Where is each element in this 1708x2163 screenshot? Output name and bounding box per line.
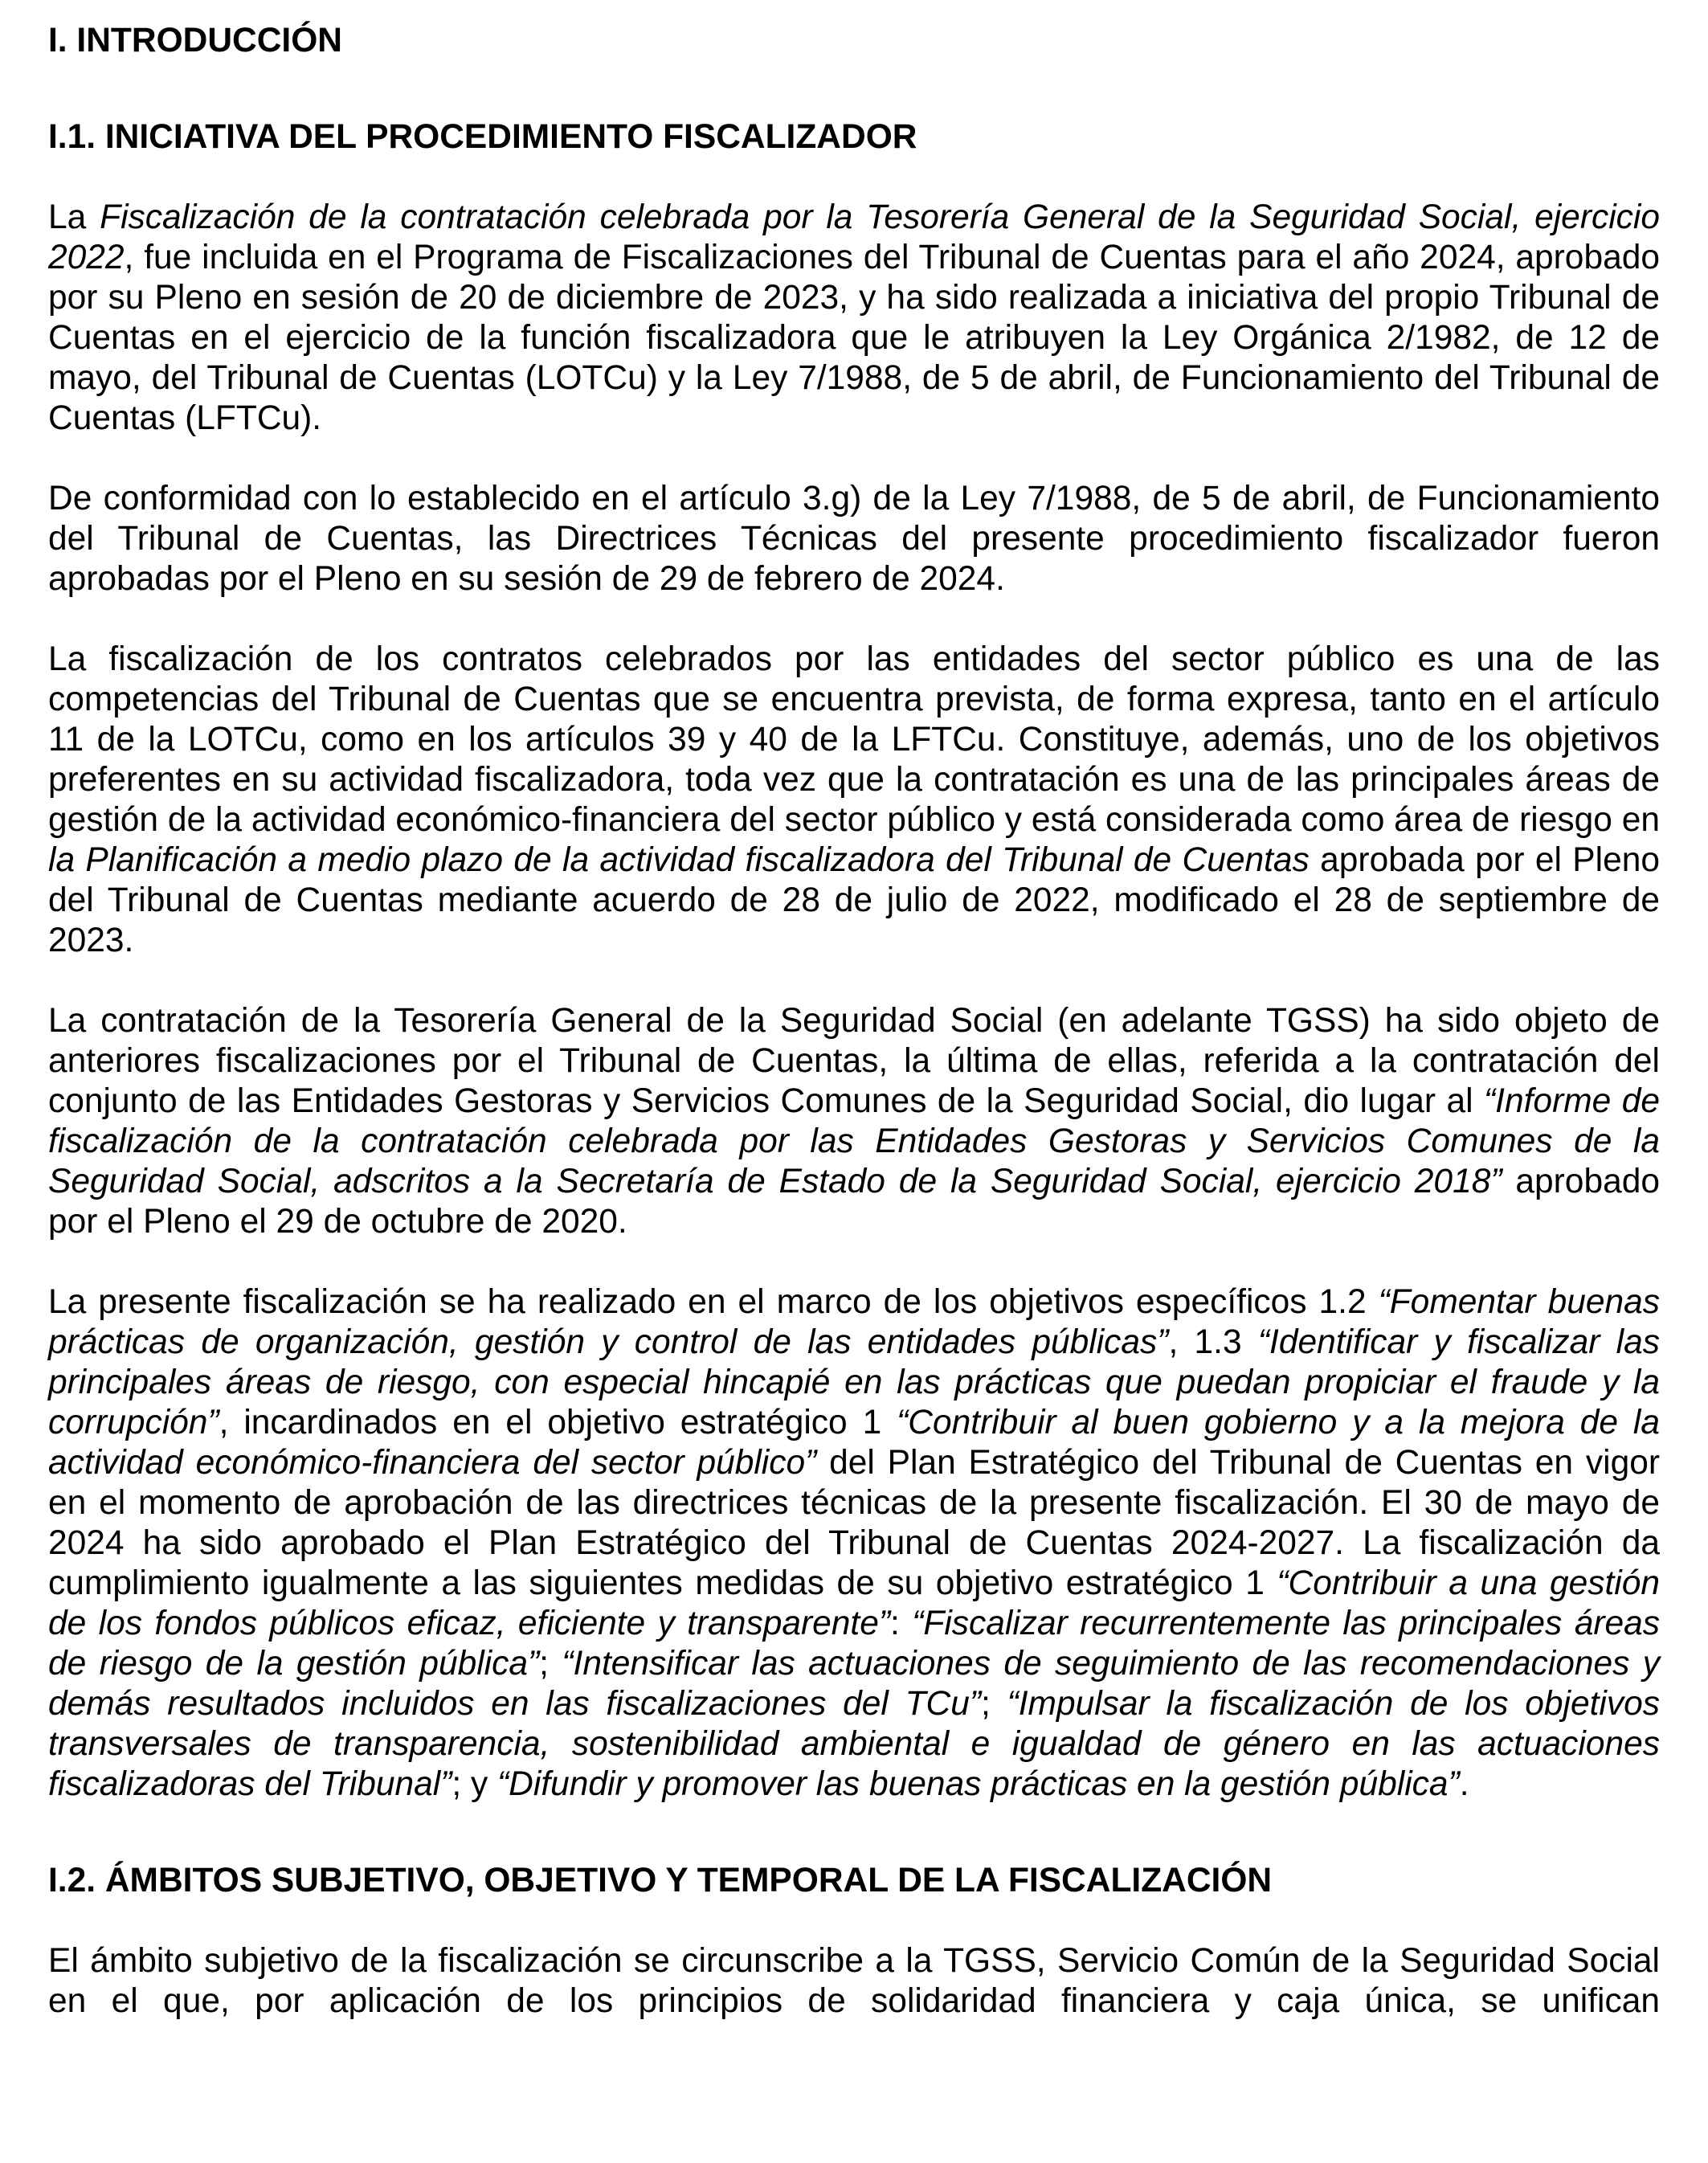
text-run: del Plan Estratégico del Tribunal de Cuentas en vigor en el momento de aprobación de las directrices técnicas de la presente fiscalización. El 30 de mayo de 2024 ha sido aprobado el Plan Estratégico del Tribunal de Cuentas 2024-2027. La fiscalización da cumplimiento igualmente a las siguientes medidas de su objetivo estratégico 1 [48, 1444, 1660, 1602]
paragraph-fiscalizacion-contratos-competencias [48, 640, 1660, 961]
paragraph-objetivos-especificos-plan-estrategico [48, 1282, 1660, 1805]
italic-text-run: “Difundir y promover las buenas prácticas en la gestión pública” [497, 1765, 1460, 1803]
heading-ambitos-subjetivo-objetivo-temporal: I.2. ÁMBITOS SUBJETIVO, OBJETIVO Y TEMPORAL DE LA FISCALIZACIÓN [48, 1862, 1273, 1899]
text-run: La [48, 198, 100, 236]
text-run: La contratación de la Tesorería General de la Seguridad Social (en adelante TGSS) ha sido objeto de anteriores fiscalizaciones por el Tribunal de Cuentas, la última de ellas, referida a la contratación del conjunto de las Entidades Gestoras y Servicios Comunes de la Seguridad Social, dio lugar al [48, 1002, 1660, 1120]
italic-text-run: “Fomentar buenas prácticas de organización, gestión y control de las entidades públicas” [48, 1283, 1660, 1361]
italic-text-run: “Identificar y fiscalizar las principales áreas de riesgo, con especial hincapié en las prácticas que puedan propiciar el fraude y la corrupción” [48, 1323, 1660, 1441]
text-run: La presente fiscalización se ha realizado en el marco de los objetivos específicos 1.2 [48, 1283, 1379, 1321]
paragraph-ambito-subjetivo [48, 1941, 1660, 2022]
text-run: De conformidad con lo establecido en el artículo 3.g) de la Ley 7/1988, de 5 de abril, de Funcionamiento del Tribunal de Cuentas, las Directrices Técnicas del presente procedimiento fiscalizador fueron aprobadas por el Pleno en su sesión de 29 de febrero de 2024. [48, 480, 1660, 598]
italic-text-run: “Impulsar la fiscalización de los objetivos transversales de transparencia, sostenibilidad ambiental e igualdad de género en las actuaciones fiscalizadoras del Tribunal” [48, 1685, 1660, 1803]
text-run: ; [981, 1685, 1007, 1723]
italic-text-run: “Contribuir a una gestión de los fondos públicos eficaz, eficiente y transparente” [48, 1564, 1660, 1642]
text-run: : [890, 1605, 913, 1642]
text-run: aprobado por el Pleno el 29 de octubre de 2020. [48, 1163, 1660, 1241]
heading-introduccion: I. INTRODUCCIÓN [48, 22, 342, 59]
text-run: La fiscalización de los contratos celebrados por las entidades del sector público es una de las competencias del Tribunal de Cuentas que se encuentra prevista, de forma expresa, tanto en el artículo 11 de la LOTCu, como en los artículos 39 y 40 de la LFTCu. Constituye, además, uno de los objetivos preferentes en su actividad fiscalizadora, toda vez que la contratación es una de las principales áreas de gestión de la actividad económico-financiera del sector público y está considerada como área de riesgo en [48, 640, 1660, 839]
text-run: ; [539, 1645, 562, 1683]
text-run: , incardinados en el objetivo estratégico 1 [219, 1404, 897, 1441]
paragraph-fiscalizacion-incluida-programa [48, 198, 1660, 439]
italic-text-run: “Contribuir al buen gobierno y a la mejora de la actividad económico-financiera del sector público” [48, 1404, 1661, 1482]
text-run: . [1459, 1765, 1469, 1803]
text-run: ; y [452, 1765, 498, 1803]
text-run: , fue incluida en el Programa de Fiscalizaciones del Tribunal de Cuentas para el año 2024, aprobado por su Pleno en sesión de 20 de diciembre de 2023, y ha sido realizada a iniciativa del propio Tribunal de Cuentas en el ejercicio de la función fiscalizadora que le atribuyen la Ley Orgánica 2/1982, de 12 de mayo, del Tribunal de Cuentas (LOTCu) y la Ley 7/1988, de 5 de abril, de Funcionamiento del Tribunal de Cuentas (LFTCu). [48, 239, 1660, 437]
paragraph-contratacion-tgss-anteriores [48, 1001, 1660, 1242]
italic-text-run: “Fiscalizar recurrentemente las principales áreas de riesgo de la gestión pública” [48, 1605, 1661, 1683]
italic-text-run: “Intensificar las actuaciones de seguimiento de las recomendaciones y demás resultados incluidos en las fiscalizaciones del TCu” [48, 1645, 1660, 1723]
text-run: aprobada por el Pleno del Tribunal de Cuentas mediante acuerdo de 28 de julio de 2022, modificado el 28 de septiembre de 2023. [48, 841, 1661, 959]
italic-text-run: “Informe de fiscalización de la contratación celebrada por las Entidades Gestoras y Servicios Comunes de la Seguridad Social, adscritos a la Secretaría de Estado de la Seguridad Social, ejercicio 2018” [48, 1082, 1660, 1200]
text-run: , 1.3 [1168, 1323, 1258, 1361]
paragraph-conformidad-directrices-tecnicas [48, 479, 1660, 599]
heading-iniciativa-procedimiento-fiscalizador: I.1. INICIATIVA DEL PROCEDIMIENTO FISCALIZADOR [48, 118, 917, 156]
text-run: El ámbito subjetivo de la fiscalización se circunscribe a la TGSS, Servicio Común de la Seguridad Social en el que, por aplicación de los principios de solidaridad financiera y caja única, se unifican [48, 1942, 1660, 2020]
italic-text-run: Fiscalización de la contratación celebrada por la Tesorería General de la Seguridad Social, ejercicio 2022 [48, 198, 1660, 276]
italic-text-run: la Planificación a medio plazo de la actividad fiscalizadora del Tribunal de Cuentas [48, 841, 1310, 879]
